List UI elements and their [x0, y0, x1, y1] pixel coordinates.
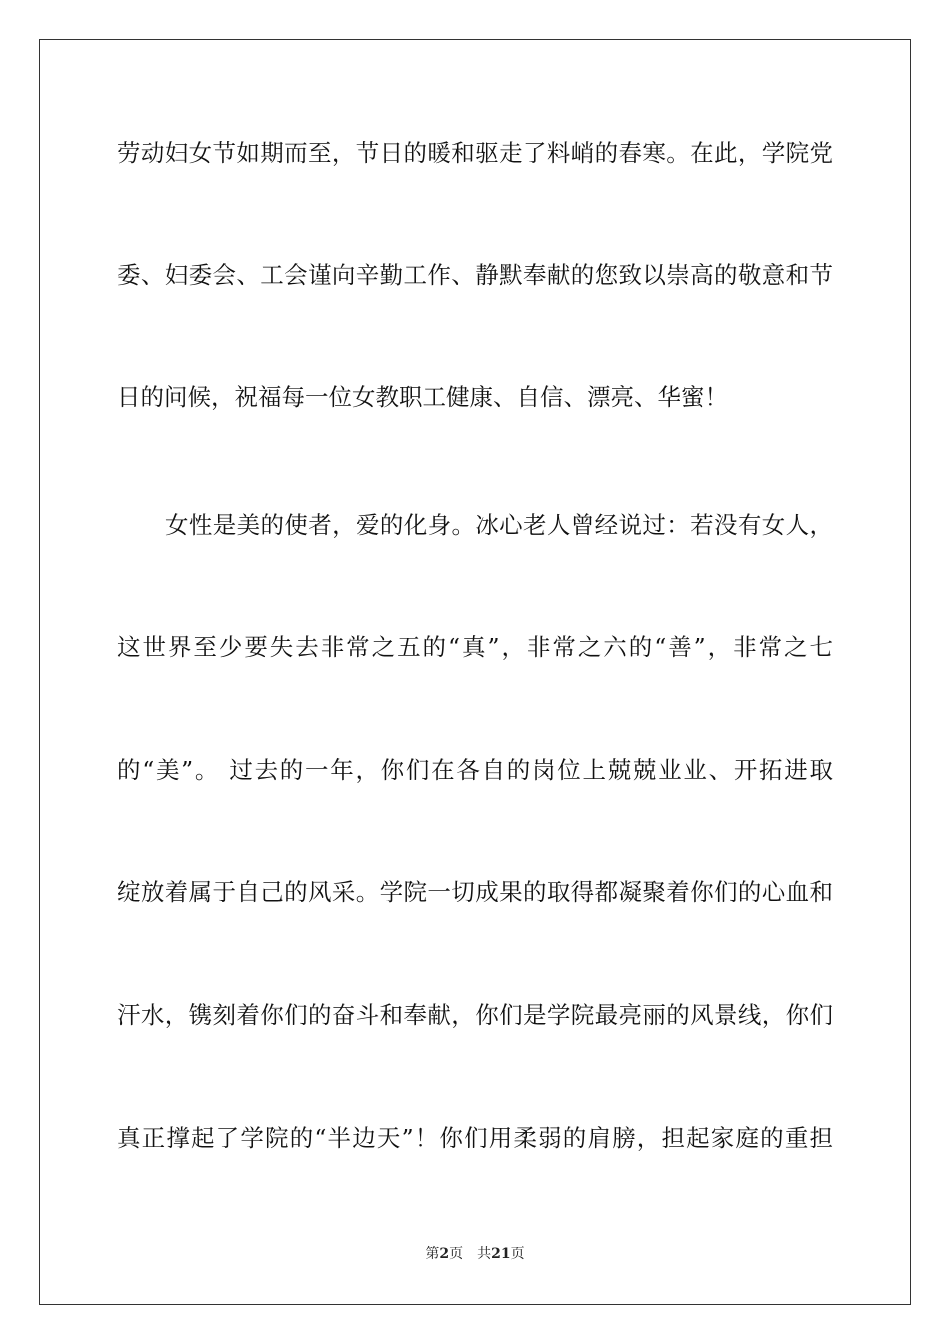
body-line-2: 委、妇委会、工会谨向辛勤工作、静默奉献的您致以崇高的敬意和节 — [117, 261, 833, 289]
page-frame — [39, 39, 911, 1305]
total-suffix: 页 — [510, 1246, 525, 1262]
page-suffix: 页 — [449, 1246, 464, 1262]
body-line-4: 女性是美的使者，爱的化身。冰心老人曾经说过：若没有女人， — [165, 511, 833, 539]
page-prefix: 第 — [425, 1246, 440, 1262]
body-line-1: 劳动妇女节如期而至，节日的暖和驱走了料峭的春寒。在此，学院党 — [117, 139, 833, 167]
total-prefix: 共 — [477, 1246, 492, 1262]
body-line-6: 的“美”。 过去的一年，你们在各自的岗位上兢兢业业、开拓进取 — [117, 756, 833, 784]
body-line-8: 汗水，镌刻着你们的奋斗和奉献，你们是学院最亮丽的风景线，你们 — [117, 1001, 833, 1029]
body-line-7: 绽放着属于自己的风采。学院一切成果的取得都凝聚着你们的心血和 — [117, 878, 833, 906]
body-line-9: 真正撑起了学院的“半边天”！你们用柔弱的肩膀，担起家庭的重担 — [117, 1124, 833, 1152]
page-number: 2 — [439, 1246, 450, 1262]
total-pages: 21 — [491, 1246, 511, 1262]
body-line-5: 这世界至少要失去非常之五的“真”，非常之六的“善”，非常之七 — [117, 633, 833, 661]
page-footer — [0, 1245, 950, 1263]
body-line-3: 日的问候，祝福每一位女教职工健康、自信、漂亮、华蜜！ — [117, 383, 728, 411]
